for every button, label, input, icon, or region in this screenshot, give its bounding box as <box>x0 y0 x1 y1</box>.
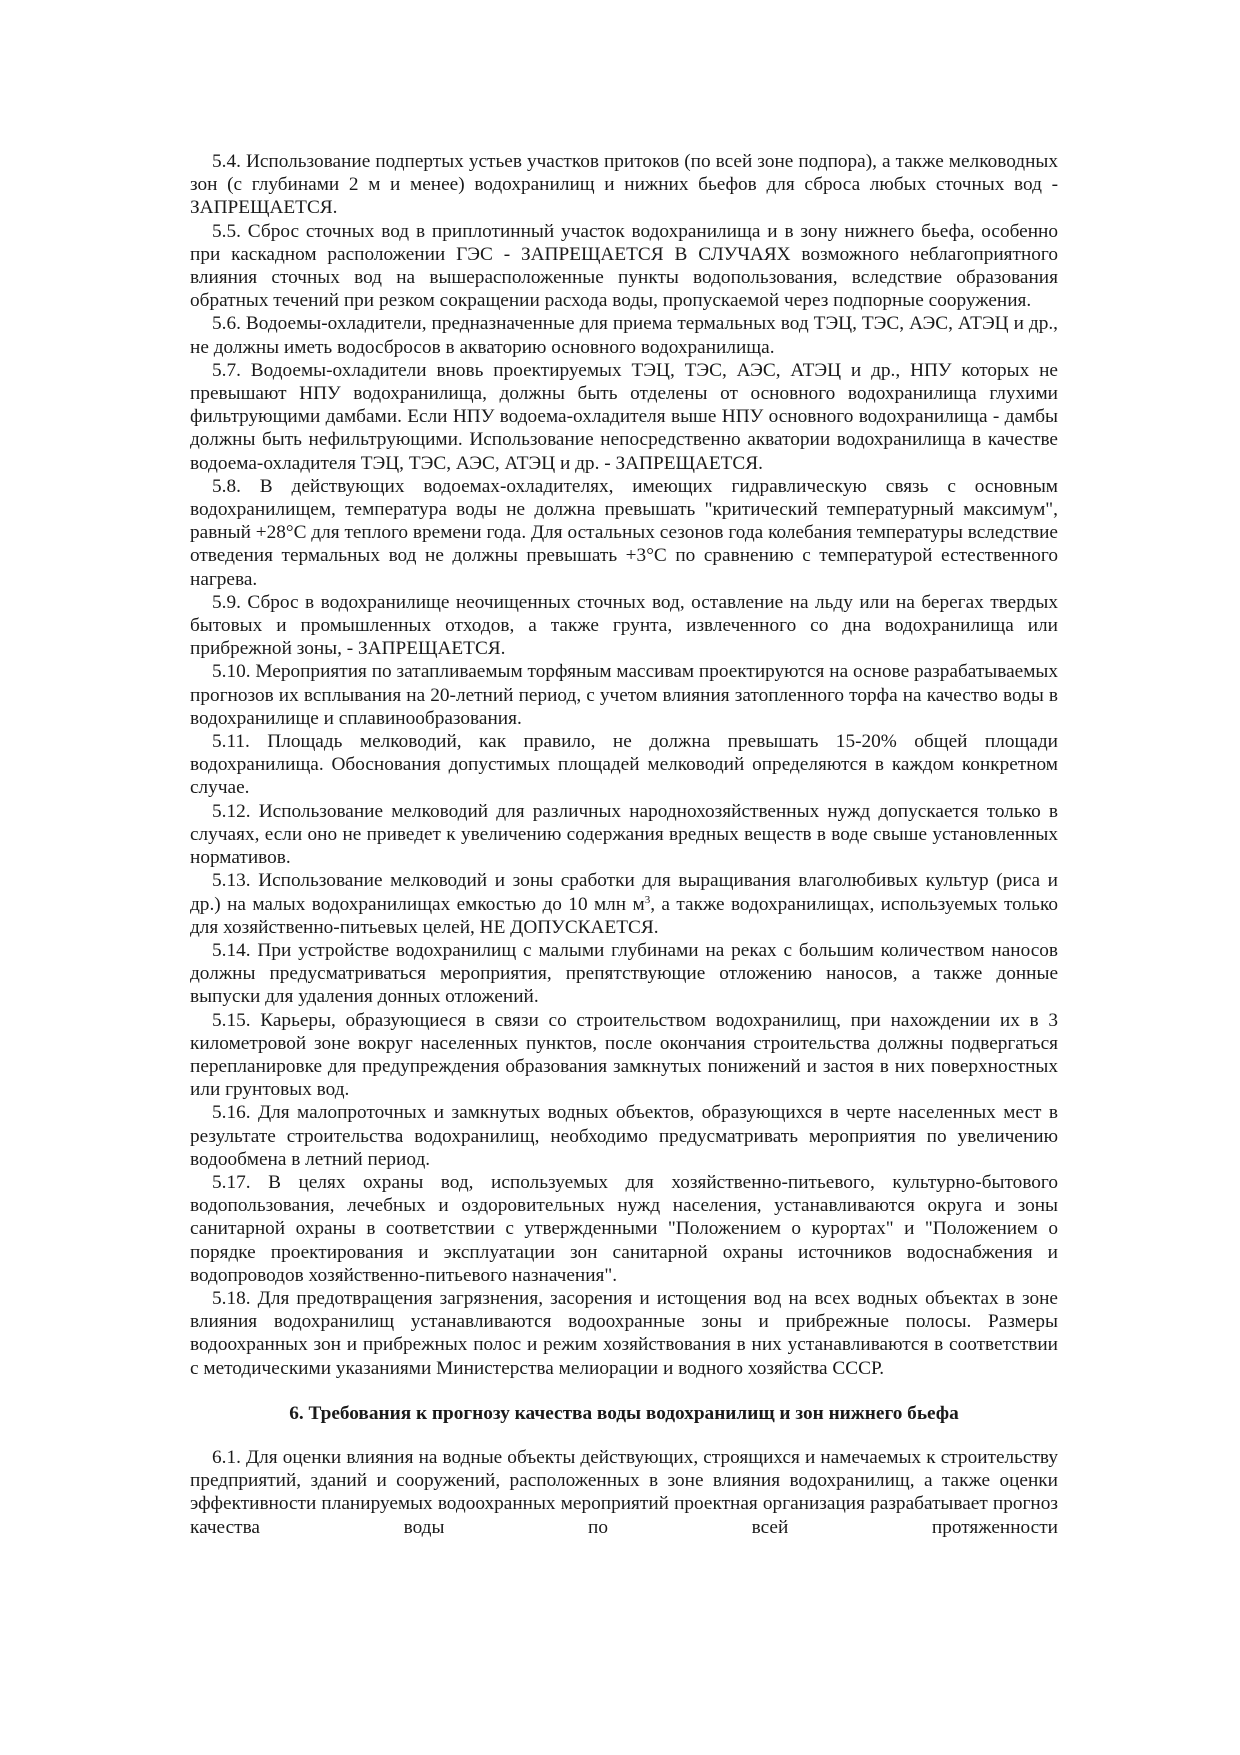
section-6-heading: 6. Требования к прогнозу качества воды водохранилищ и зон нижнего бьефа <box>289 1402 959 1424</box>
document-page <box>190 150 1058 1539</box>
paragraph-5-11: 5.11. Площадь мелководий, как правило, не должна превышать 15-20% общей площади водохранилища. Обоснования допустимых площадей мелководий определяются в каждом конкретном случае. <box>190 731 1058 799</box>
cubic-superscript: 3 <box>644 893 651 906</box>
paragraph-5-13 <box>190 869 1058 939</box>
paragraph-5-15: 5.15. Карьеры, образующиеся в связи со строительством водохранилищ, при нахождении их в 3 километровой зоне вокруг населенных пунктов, после окончания строительства должны подвергаться перепланировке для предупреждения образования замкнутых понижений и застоя в них поверхностных или грунтовых вод. <box>190 1009 1058 1101</box>
paragraph-5-10: 5.10. Мероприятия по затапливаемым торфяным массивам проектируются на основе разрабатываемых прогнозов их всплывания на 20-летний период, с учетом влияния затопленного торфа на качество воды в водохранилище и сплавинообразования. <box>190 661 1058 729</box>
paragraph-6-1: 6.1. Для оценки влияния на водные объекты действующих, строящихся и намечаемых к строительству предприятий, зданий и сооружений, расположенных в зоне влияния водохранилищ, а также оценки эффективности планируемых водоохранных мероприятий проектная организация разрабатывает прогноз качества воды по всей протяженности <box>190 1446 1058 1538</box>
paragraph-5-4: 5.4. Использование подпертых устьев участков притоков (по всей зоне подпора), а также мелководных зон (с глубинами 2 м и менее) водохранилищ и нижних бьефов для сброса любых сточных вод - ЗАПРЕЩАЕТСЯ. <box>190 151 1058 219</box>
paragraph-5-12: 5.12. Использование мелководий для различных народнохозяйственных нужд допускается только в случаях, если оно не приведет к увеличению содержания вредных веществ в воде свыше установленных нормативов. <box>190 800 1058 869</box>
paragraph-5-8: 5.8. В действующих водоемах-охладителях, имеющих гидравлическую связь с основным водохранилищем, температура воды не должна превышать "критический температурный максимум", равный +28°С для теплого времени года. Для остальных сезонов года колебания температуры вследствие отведения термальных вод не должны превышать +3°С по сравнению с температурой естественного нагрева. <box>190 475 1058 590</box>
paragraph-5-17: 5.17. В целях охраны вод, используемых для хозяйственно-питьевого, культурно-бытового водопользования, лечебных и оздоровительных нужд населения, устанавливаются округа и зоны санитарной охраны в соответствии с утвержденными "Положением о курортах" и "Положением о порядке проектирования и эксплуатации зон санитарной охраны источников водоснабжения и водопроводов хозяйственно-питьевого назначения". <box>190 1171 1058 1286</box>
paragraph-5-6: 5.6. Водоемы-охладители, предназначенные для приема термальных вод ТЭЦ, ТЭС, АЭС, АТЭЦ и др., не должны иметь водосбросов в акваторию основного водохранилища. <box>190 313 1058 358</box>
paragraph-5-14: 5.14. При устройстве водохранилищ с малыми глубинами на реках с большим количеством наносов должны предусматриваться мероприятия, препятствующие отложению наносов, а также донные выпуски для удаления донных отложений. <box>190 939 1058 1008</box>
paragraph-5-13-text-before: 5.13. Использование мелководий и зоны сработки для выращивания влаголюбивых культур (риса и др.) на малых водохранилищах емкостью до 10 млн м <box>190 870 1058 915</box>
paragraph-5-9: 5.9. Сброс в водохранилище неочищенных сточных вод, оставление на льду или на берегах твердых бытовых и промышленных отходов, а также грунта, извлеченного со дна водохранилища или прибрежной зоны, - ЗАПРЕЩАЕТСЯ. <box>190 591 1058 660</box>
paragraph-5-7: 5.7. Водоемы-охладители вновь проектируемых ТЭЦ, ТЭС, АЭС, АТЭЦ и др., НПУ которых не превышают НПУ водохранилища, должны быть отделены от основного водохранилища глухими фильтрующими дамбами. Если НПУ водоема-охладителя выше НПУ основного водохранилища - дамбы должны быть нефильтрующими. Использование непосредственно акватории водохранилища в качестве водоема-охладителя ТЭЦ, ТЭС, АЭС, АТЭЦ и др. - ЗАПРЕЩАЕТСЯ. <box>190 359 1058 474</box>
paragraph-5-18: 5.18. Для предотвращения загрязнения, засорения и истощения вод на всех водных объектах в зоне влияния водохранилищ устанавливаются водоохранные зоны и прибрежные полосы. Размеры водоохранных зон и прибрежных полос и режим хозяйствования в них устанавливаются в соответствии с методическими указаниями Министерства мелиорации и водного хозяйства СССР. <box>190 1287 1058 1379</box>
paragraph-5-13-text-after: , а также водохранилищах, используемых только для хозяйственно-питьевых целей, НЕ ДОПУСКАЕТСЯ. <box>190 893 1058 938</box>
paragraph-5-16: 5.16. Для малопроточных и замкнутых водных объектов, образующихся в черте населенных мест в результате строительства водохранилищ, необходимо предусматривать мероприятия по увеличению водообмена в летний период. <box>190 1102 1058 1170</box>
paragraph-5-5: 5.5. Сброс сточных вод в приплотинный участок водохранилища и в зону нижнего бьефа, особенно при каскадном расположении ГЭС - ЗАПРЕЩАЕТСЯ В СЛУЧАЯХ возможного неблагоприятного влияния сточных вод на вышерасположенные пункты водопользования, вследствие образования обратных течений при резком сокращении расхода воды, пропускаемой через подпорные сооружения. <box>190 220 1058 312</box>
